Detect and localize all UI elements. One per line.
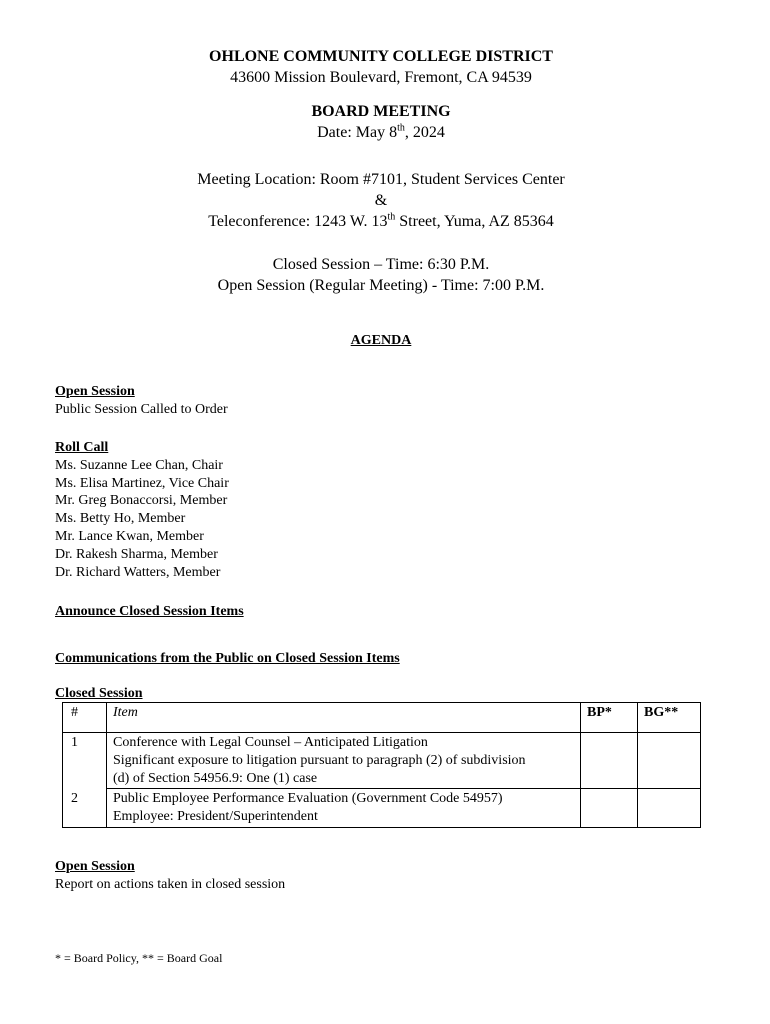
item-description <box>107 733 581 789</box>
section-text: Report on actions taken in closed session <box>55 876 286 892</box>
open-session-section <box>55 383 228 419</box>
roll-call-section <box>55 439 229 581</box>
item-description <box>107 789 581 828</box>
closed-session-section <box>55 685 143 703</box>
section-heading: Announce Closed Session Items <box>55 604 244 619</box>
roll-call-member: Ms. Suzanne Lee Chan, Chair <box>55 457 223 473</box>
roll-call-member: Dr. Rakesh Sharma, Member <box>55 546 218 562</box>
open-session-time: Open Session (Regular Meeting) - Time: 7:00 P.M. <box>217 277 545 294</box>
closed-session-table <box>62 702 701 828</box>
teleconference-location: Teleconference: 1243 W. 13th Street, Yuma, AZ 85364 <box>208 211 554 230</box>
announce-section <box>55 603 244 621</box>
item-bp <box>581 789 638 828</box>
item-line: Conference with Legal Counsel – Anticipated Litigation <box>113 735 428 750</box>
district-address: 43600 Mission Boulevard, Fremont, CA 94539 <box>230 69 532 86</box>
meeting-date: Date: May 8th, 2024 <box>317 122 445 141</box>
table-header-row <box>63 703 701 733</box>
section-heading: Closed Session <box>55 686 143 701</box>
roll-call-member: Ms. Elisa Martinez, Vice Chair <box>55 475 229 491</box>
roll-call-member: Dr. Richard Watters, Member <box>55 564 221 580</box>
column-header-item: Item <box>107 703 581 733</box>
column-header-bp: BP* <box>581 703 638 733</box>
item-number: 2 <box>63 789 107 828</box>
communications-section <box>55 650 400 668</box>
roll-call-member: Ms. Betty Ho, Member <box>55 511 186 527</box>
open-session-section-2 <box>55 858 285 894</box>
table-row <box>63 789 701 828</box>
item-number: 1 <box>63 733 107 789</box>
footnote: * = Board Policy, ** = Board Goal <box>55 951 223 965</box>
meeting-location: Meeting Location: Room #7101, Student Services Center <box>197 171 565 188</box>
roll-call-member: Mr. Greg Bonaccorsi, Member <box>55 493 228 509</box>
section-text: Public Session Called to Order <box>55 401 228 417</box>
item-bg <box>638 733 701 789</box>
item-bg <box>638 789 701 828</box>
section-heading: Open Session <box>55 384 135 399</box>
section-heading: Roll Call <box>55 440 109 455</box>
roll-call-member: Mr. Lance Kwan, Member <box>55 528 204 544</box>
table-row <box>63 733 701 789</box>
document-header <box>0 46 762 296</box>
meeting-title: BOARD MEETING <box>311 103 451 120</box>
column-header-bg: BG** <box>638 703 701 733</box>
agenda-title: AGENDA <box>350 333 412 348</box>
section-heading: Open Session <box>55 859 135 874</box>
item-line: (d) of Section 54956.9: One (1) case <box>113 770 318 786</box>
item-line: Public Employee Performance Evaluation (Government Code 54957) <box>113 791 503 807</box>
item-line: Employee: President/Superintendent <box>113 809 318 825</box>
column-header-num: # <box>63 703 107 733</box>
district-name: OHLONE COMMUNITY COLLEGE DISTRICT <box>209 48 553 65</box>
item-bp <box>581 733 638 789</box>
closed-session-time: Closed Session – Time: 6:30 P.M. <box>272 256 490 273</box>
ampersand: & <box>374 192 388 209</box>
section-heading: Communications from the Public on Closed Session Items <box>55 651 400 666</box>
item-line: Significant exposure to litigation pursuant to paragraph (2) of subdivision <box>113 752 526 768</box>
